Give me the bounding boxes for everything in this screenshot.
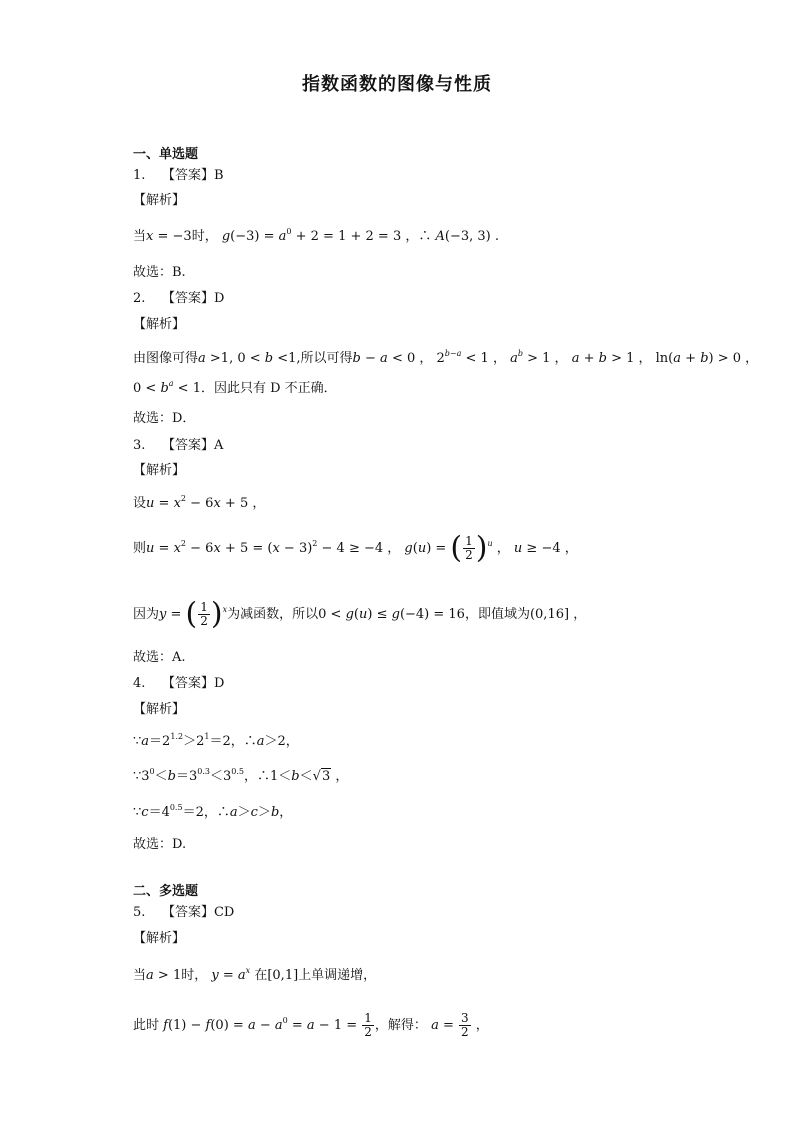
q2-answer: 【答案】D xyxy=(161,291,225,306)
q5-analysis-label: 【解析】 xyxy=(133,931,186,946)
q4-conclusion: 故选：D. xyxy=(133,837,187,852)
q5-answer: 【答案】CD xyxy=(161,905,235,920)
q1-solution-line: 当x = −3时， $g(-3) = a^0 + 2 = 1 + 2 = 3$ ，∴ A(−3, 3) . xyxy=(133,227,499,244)
q1-answer: 【答案】B xyxy=(161,168,224,183)
q5-now-line: 此时 $f(1) - f(0) = a - a^0 = a - 1$ = $\frac{1}{2}$ ，解得： a = $\frac{3}{2}$ ， xyxy=(133,1011,489,1040)
q5-when-line: 当a > 1时， $y = a^x$ 在[0,1]上单调递增， xyxy=(133,966,377,983)
q2-analysis-label: 【解析】 xyxy=(133,317,186,332)
q3-because-line: 因为y = ( $\frac{1}{2}$ )$^x$为减函数，所以0 < g(u) ≤ g(−4) = 16，即值域为(0,16] ， xyxy=(133,596,587,632)
q4-answer: 【答案】D xyxy=(161,676,225,691)
q2-number: 2. xyxy=(133,291,146,306)
q3-then-line: 则$u = x^2 - 6x + 5 = (x - 3)^2 - 4 \ge -4$ ， g(u) = ( $\frac{1}{2}$ )$^u$ ， u ≥ −4 ， xyxy=(133,530,578,566)
q4-analysis-label: 【解析】 xyxy=(133,702,186,717)
q1-conclusion: 故选：B. xyxy=(133,265,186,280)
q2-solution-line-1: 由图像可得a >1, 0 < b <1,所以可得b − a < 0 ， $2^{b-a} < 1$ ， $a^b > 1$ ， a + b > 1 ， ln(a + b) > 0 ， xyxy=(133,349,759,366)
q3-analysis-label: 【解析】 xyxy=(133,463,186,478)
q4-line-a: $\because a=2^{1.2}>2^1=2$，∴a＞2， xyxy=(133,732,299,749)
q1-analysis-label: 【解析】 xyxy=(133,193,186,208)
q5-answer-line xyxy=(133,906,234,919)
q3-answer: 【答案】A xyxy=(161,438,224,453)
page-title: 指数函数的图像与性质 xyxy=(302,74,492,95)
q1-answer-line xyxy=(133,169,224,182)
q1-number: 1. xyxy=(133,168,146,183)
q3-answer-line xyxy=(133,439,223,452)
q2-solution-line-2: $0 < b^a < 1$．因此只有 D 不正确． xyxy=(133,379,337,396)
q2-answer-line xyxy=(133,292,224,305)
section-heading-single: 一、单选题 xyxy=(133,147,199,162)
q4-line-b: $\because 3^0<b=3^{0.3}<3^{0.5}$，∴1＜b＜√3 ， xyxy=(133,767,349,784)
q4-number: 4. xyxy=(133,676,146,691)
section-heading-multi: 二、多选题 xyxy=(133,884,199,899)
q4-line-c: $\because c=4^{0.5}=2$，∴a＞c＞b， xyxy=(133,803,293,820)
q2-conclusion: 故选：D． xyxy=(133,411,196,426)
q3-conclusion: 故选：A. xyxy=(133,650,186,665)
q3-let-line: 设$u = x^2 - 6x + 5$ ， xyxy=(133,494,266,511)
q5-number: 5. xyxy=(133,905,146,920)
q3-number: 3. xyxy=(133,438,146,453)
q4-answer-line xyxy=(133,677,224,690)
